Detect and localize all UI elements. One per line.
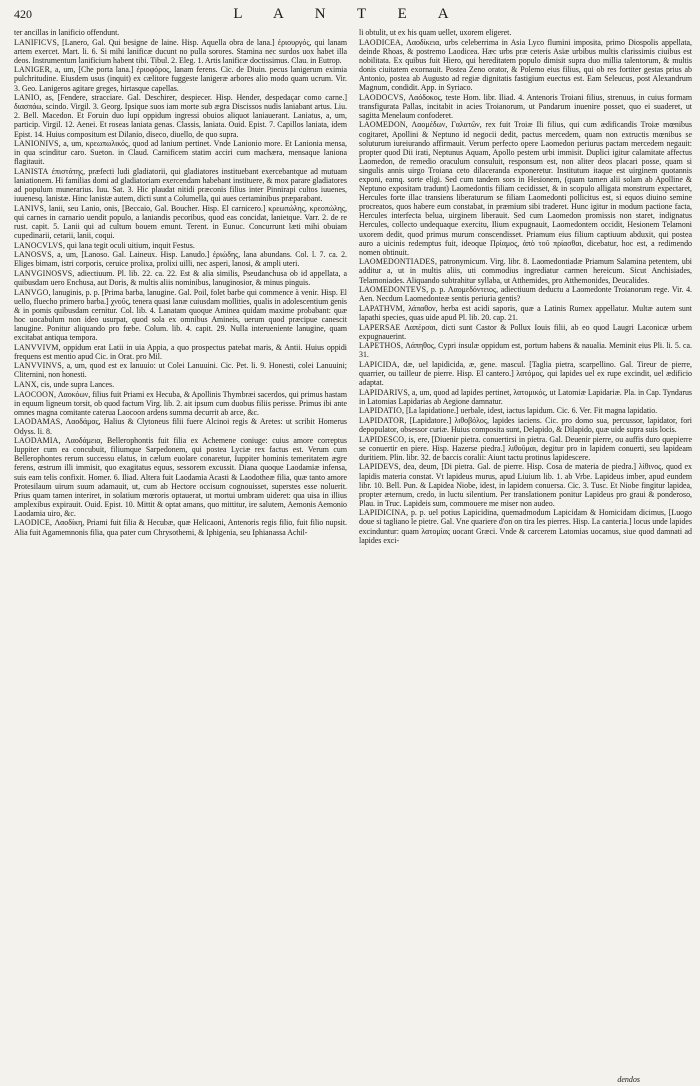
running-head: L A N T E A [233, 6, 463, 22]
dictionary-entry [359, 28, 692, 37]
entry-text: , [Lapidatore.] λιθοβόλος, lapides iaciens. Cic. pro domo sua, percussor, lapidator, fori depopulator, obsessor curiæ. Huius composita sunt, Delapido, & Dilapido, quæ uide supra suis locis. [359, 415, 692, 435]
entry-headword: LAOMEDON [359, 120, 406, 130]
page-number: 420 [14, 7, 32, 21]
dictionary-entry [359, 285, 692, 303]
dictionary-entry [14, 38, 347, 65]
entry-headword: LAPIDARIVS [359, 387, 408, 397]
entry-text: , patronymicum. Virg. libr. 8. Laomedontiadæ Priamum Salamina petentem, ubi additur a, ut in multis aliis, uti commodius ingrediatur carmen hereicum. Sicut Anchisiades, Telamoniades. Aliquando subtrahitur syllaba, ut Atthemides, pro Atthemonides, Deucalides. [359, 257, 692, 285]
page-header [14, 6, 692, 26]
dictionary-entry [359, 462, 692, 507]
left-column [14, 28, 347, 545]
entry-text: , Λαοδάμας, Halius & Clytoneus filii fuere Alcinoi regis & Aretes: ut scribit Homerus Odyss. li. 8. [14, 417, 347, 436]
dictionary-entry [359, 341, 692, 359]
dictionary-entry [359, 304, 692, 322]
entry-headword: LAPIDICINA [359, 508, 407, 518]
dictionary-entry [14, 167, 347, 203]
entry-text: , p. p. uel potius Lapicidina, quemadmodum Lapicidam & Homicidam dicimus, [Luogo doue si tagliano le pietre. Gal. Vne quariere d'on on tira les pierres. Hisp. La canteria.] locus unde lapides excinduntur: quam λατομίας uocant Græci. Vnde & carcerem Latomias uocamus, siue quod damnati ad lapides exci- [359, 508, 692, 545]
entry-text: , a, um, [Lanoso. Gal. Laineux. Hisp. Lanudo.] ἐριώδης, lana abundans. Col. l. 7. ca. 2. Eliges bimam, istri corporis, ceruice prolixa, prolixi uilli, nec asperi, lanosi, & ampli uteri. [14, 250, 347, 269]
dictionary-entry [359, 257, 692, 284]
entry-headword: LAPIDATIO [359, 406, 403, 416]
entry-headword: LAOMEDONTEVS [359, 285, 427, 295]
dictionary-entry [14, 343, 347, 361]
entry-text: , dæ, uel lapidicida, æ, gene. mascul. [Taglia pietra, scarpellino. Gal. Tireur de pierre, quarrier, ou tailleur de pierre. Hisp. El cantero.] λατόμος, qui lapides uel ex rupe excindit, uel ædificio adaptat. [359, 359, 692, 388]
entry-headword: LANOCVLVS [14, 240, 63, 250]
dictionary-entry [14, 288, 347, 343]
entry-headword: LANIFICVS [14, 37, 58, 47]
entry-text: ter ancillas in lanificio offendunt. [14, 28, 120, 37]
dictionary-entry [14, 204, 347, 240]
entry-headword: LANX [14, 380, 37, 390]
entry-headword: LANIVS [14, 203, 45, 213]
entry-text: , as, [Fendere, stracciare. Gal. Deschirer, despiecer. Hisp. Hender, despedaçar como carne.] διασπάω, scindo. Virgil. 3. Georg. Ipsique suos iam morte sub ægra Discissos nudis laniabant artus. Liu. 2. Bell. Macedon. Et Foruin duo lupi oppidum ingressi obuios aliquot laniauerant. Laniatus, a, um, particip. Virgil. 12. Aenei. Et roseas laniata genas. Classis, laniata. Ouid. Epist. 7. Capillos laniata, idem Epist. 14. Huius compositum est Dilanio, diseco, diuello, de quo supra. [14, 93, 347, 139]
entry-headword: LANISTA [14, 166, 49, 176]
entry-headword: LAODOCVS [359, 92, 404, 102]
entry-text: , Λαοδάμεια, Bellerophontis fuit filia ex Achemene coniuge: cuius amore correptus Iuppiter cum ea concubuit, filiumque Sarpedonem, qui postea Lyciæ rex factus est. Verum cum Bellerophontes rerum successu elatus, in cælum euolare conaretur, Iuppiter hominis temeritatem ægre ferens, œstrum illi immisit, quo exagitatus equus, sessorem excussit. Diana quoque Laodamiæ infensa, suis eam telis confixit. Homer. 6. Iliad. Altera fuit Laodamia Acasti & Laodotheæ filia, quæ tanto amore Protesilaum uirum suum adamauit, ut, cum ab Hectore occisum cognouisset, superstes esse noluerit. Prius quam tamen interiret, in solatium mœroris optauerat, ut mortui umbram uideret: qua uisa in illius amplexibus expirauit. Ouid. Epist. 10. Mittit & optat amans, quo mittitur, ire salutem, Aemonis Aemonio Laodamia uiro, &c. [14, 436, 347, 518]
entry-headword: LAODAMIA [14, 436, 59, 446]
entry-text: , a, um, quod est ex lanuuio: ut Colei Lanuuini. Cic. Pet. li. 9. Honesti, colei Lanuuini; Cliternini, non honesti. [14, 361, 347, 380]
dictionary-entry [359, 406, 692, 415]
entry-text: , Λαομέδων, Γαλατῶν, rex fuit Troiæ Ili filius, qui cum ædificandis Troiæ mœnibus cogitaret, Apollini & Neptuno id negocii dedit, pactus mercedem, quam non extructis mœnibus se soluturum iureiurando affirmauit. Verum perfecto opere Laomedon periurus pactam mercedem negauit: propter quod Dii irati, Neptunus Aquam, Apollo pestem urbi immisit. Duplici igitur calamitate affectus Laomedon, de remedio oraculum consuluit, responsum est, non aliter deos placari posse, quam si singulis annis uirgo Troiana ceto dilaceranda exponeretur. Institutum itaque est uirginem quotannis exponi, eamq. sorte eligi. Sed cum tandem sors in Hesionem, (quam tamen alii solam ab Apolline & Neptuno expositam tradunt) Laomedontis filiam cecidisset, & in scopulo alligata monstrum expectaret, Hercules forte illac transiens liberaturum se filiam Laomedonti pollicitus est, si equos diuino semine procreatos, quos habere eum constabat, in præmium sibi traderet. Hunc igitur in modum pactione facta, Hercules interfecta belua, uirginem liberauit. Sed cum Laomedon promissis non staret, indignatus Hercules, collecto undequaque exercitu, Ilium expugnauit, Laomedontem occidit, Hesionem Telamoni uxorem dedit, quod primus murum conscendisset. Priamum eius filium captiuum abduxit, qui postea auro a uicinis redemptus fuit, ideoque Πρίαμος, ἀπὸ τοῦ πρίασθαι, dicebatur, hoc est, a redimendo nomen obtinuit. [359, 120, 692, 257]
entry-headword: LANIO [14, 93, 40, 103]
dictionary-entry [14, 436, 347, 518]
dictionary-entry [359, 435, 692, 462]
entry-headword: LANIONIVS [14, 139, 59, 149]
entry-text: , oppidum erat Latii in uia Appia, a quo prospectus patebat maris, & Antii. Huius oppidi frequens est mentio apud Cic. in Orat. pro Mil. [14, 342, 347, 361]
dictionary-entry [14, 241, 347, 250]
dictionary-entry [14, 380, 347, 389]
entry-text: , [Lanero, Gal. Qui besigne de laine. Hisp. Aquella obra de lana.] ἐριουργός, qui lanam artem exercet. Mart. li. 6. Si mihi lanificæ ducunt no pulla sorores. Stamina nec surdos uox habet illa deos. Instrumentum lanificium habent tibi. Tibul. 2. Eleg. 1. Artis lanificæ doctissimus. Clau. in Eutrop. [14, 37, 347, 65]
entry-text: , lanuginis, p. p. [Prima barba, lanugine. Gal. Poil, folet barbe qui commence à venir. Hisp. El uello, fluecho primero barba.] χνοῦς, tenera quasi lanæ cuiusdam mollities, qualis in adolescentium genis & in pomis quibusdam cernitur. Col. lib. 4. Lanatam quoque Aminea quidam maxime probabant: quæ hoc uocabulum non ideo usurpat, quod sola ex omnibus Amineis, uerum quod præcipue canescit lanugine. Ponitur aliquando pro fœbe. Colum. lib. 4. capit. 29. Nulla interueniente lanugine, quam excitabat antiqua tempora. [14, 287, 347, 343]
entry-text: , cis, unde supra Lances. [36, 380, 115, 390]
entry-headword: LANVVIVM [14, 342, 59, 352]
entry-headword: LAPERSAE [359, 322, 401, 332]
dictionary-entry [14, 390, 347, 417]
entry-headword: LANIGER [14, 65, 51, 75]
entry-headword: LANVGINOSVS [14, 268, 73, 278]
dictionary-entry [359, 416, 692, 434]
dictionary-entry [359, 360, 692, 387]
dictionary-entry [14, 139, 347, 166]
dictionary-entry [359, 388, 692, 406]
entry-text: , adiectiuum. Pl. lib. 22. ca. 22. Est & alia similis, Pseudanchusa ob id appellata, a quibusdam uero Enchusa, aut Doris, & multis aliis nominibus, lanuginosior, & minus pinguis. [14, 268, 347, 288]
entry-text: , Λάπηθος, Cypri insulæ oppidum est, portum habens & naualia. Meminit eius Pli. li. 5. ca. 31. [359, 341, 692, 360]
entry-headword: LAPICIDA [359, 359, 398, 369]
entry-headword: LAPIDEVS [359, 462, 399, 472]
entry-headword: LAODAMAS [14, 417, 61, 427]
entry-headword: LAODICE [14, 518, 51, 528]
entry-text: , a, um, quod ad lapides pertinet, λατομικός, ut Latomiæ Lapidariæ. Pla. in Cap. Tyndarus in Latomias Lapidarias ab Aegione damnatur. [359, 387, 692, 406]
entry-text: , p. p. Λαομεδόντειος, adiectiuum deductu a Laomedonte Troianorum rege. Vir. 4. Aen. Necdum Laomedonteæ sentis periuria gentis? [359, 285, 692, 304]
dictionary-entry [359, 93, 692, 120]
dictionary-entry [359, 120, 692, 256]
entry-text: , lanii, seu Lanio, onis, [Beccaio, Gal. Boucher. Hisp. El carnicero.] κρεωπώλης, κρεοπώλης, qui carnes in carnario uendit populo, a laniandis pecoribus, quod eas concidat, lanietque. Varr. 2. de re rust. capit. 5. Lanii qui ad cultum bouem emunt. Terent. in Eunuc. Concurrunt læti mihi obuiam cupedinarii, cetarii, lanii, coqui. [14, 203, 347, 241]
entry-headword: LAODICEA [359, 37, 401, 47]
entry-text: , [La lapidatione.] uerbale, idest, iactus lapidum. Cic. 6. Ver. Fit magna lapidatio. [402, 406, 658, 416]
dictionary-entry [359, 38, 692, 93]
entry-headword: LAOMEDONTIADES [359, 257, 436, 267]
right-column [359, 28, 692, 545]
entry-text: ἐπιστάτης, præfecti ludi gladiatorii, qui gladiatores instituebant exercebantque ad mutuam laniationem. Hi familias domi ad gladiatoriam exercendam habebant instituere, & mox parare gladiatores ad populum munerarius. Iuu. Sat. 3. Hic plaudat nitidi præconis filius inter Pinnirapi cultos iuuenes, iuuenesq. lanistæ. Hinc lanistæ autem, dicti sunt a Columella, qui aues certaminibus præparabant. [14, 166, 347, 204]
entry-headword: LAPETHOS [359, 341, 401, 351]
dictionary-entry [14, 28, 347, 37]
entry-headword: LAPIDATOR [359, 415, 405, 425]
entry-text: , Λαόδοκος, teste Hom. libr. Iliad. 4. Antenoris Troiani filius, strenuus, in cuius formam transfigurata Pallas, incitabit in acies Troianorum, ut Pandarum inuenire posset, quo ei suaderet, ut sagitta Menelaum confoderet. [359, 92, 692, 120]
entry-headword: LAPATHVM [359, 303, 403, 313]
entry-headword: LANOSVS [14, 250, 52, 260]
dictionary-entry [14, 65, 347, 92]
text-columns [14, 28, 692, 545]
entry-text: , is, ere, [Diuenir pietra. conuertirsi in pietra. Gal. Deuenir pierre, ou auffis duro quepierre se conuertir en piere. Hisp. Hazerse piedra.] λιθοῦμαι, degitur pro in lapidem conuerti, seu lapideam duritiem. Plin. libr. 32. de baccis coralii: Aiunt tactu protinus lapidescere. [359, 434, 692, 462]
dictionary-entry [359, 323, 692, 341]
catchword: dendos [617, 1075, 640, 1084]
entry-headword: LAOCOON [14, 389, 54, 399]
entry-text: , Λαοκόων, filius fuit Priami ex Hecuba, & Apollinis Thymbræi sacerdos, qui primus hastam in equum ligneum torsit, ob quod factum Virg. lib. 2. ait ipsum cum duobus filiis perisse. Primus ibi ante omnes magna comitante caterua Laocoon ardens summa decurrit ab arce, &c. [14, 389, 347, 417]
entry-headword: LANVVINVS [14, 361, 62, 371]
dictionary-entry [14, 269, 347, 287]
entry-text: , a, um, κρεωπωλικός, quod ad lanium pertinet. Vnde Lanionio more. Et Lanionia mensa, in qua scinditur caro. Sueton. in Claud. Carnificem statim acciri cum machæra, mensaque laniona flagitauit. [14, 139, 347, 167]
entry-text: li obtulit, ut ex his quam uellet, uxorem eligeret. [359, 28, 512, 37]
entry-text: , dea, deum, [Di pietra. Gal. de pierre. Hisp. Cosa de materia de piedra.] λίθινος, quod ex lapidis materia constat. Vt lapideus murus, apud Liuium lib. 1. ab Vrbe. Lapideus imber, apud eundem libr. 10. Bell. Pun. & Lapidea Niobe, idest, in lapidem conuersa. Cic. 3. Tusc. Et Niobe fingitur lapidea, propter æternum, credo, in luctu silentium. Per translationem ponitur Lapideus pro graui & ponderoso, Plau. in Truc. Lapideis sum, commouere me miser non audeo. [359, 462, 692, 508]
dictionary-entry [359, 508, 692, 544]
entry-text: , λάπαθον, herba est acidi saporis, quæ a Latinis Rumex appellatur. Multæ autem sunt lapathi species, quas uide apud Pl. lib. 20. cap. 21. [359, 303, 692, 322]
entry-text: , Λαοδίκεια, urbs celeberrima in Asia Lyco flumini imposita, primo Diospolis appellata, deinde Rhoas, & postremo Laodicea. Hæc urbs præ ceteris Asiæ urbibus multis clarissimis ciuibus est nobilitata. Ex quibus fuit Hiero, qui hereditatem populo dimisit supra duo millia talentorum, & multis donis ciuitatem exornauit. Postea Zeno orator, & Polemo eius filius, qui ob res fortiter gestas prius ab Antonio, postea ab Augusto ad regiæ dignitatis fastigium euectus est. Eam Seleucus, post Alexandrum Magnum, condidit. App. in Syriaco. [359, 37, 692, 93]
dictionary-entry [14, 361, 347, 379]
entry-text: Λαπέρσαι, dicti sunt Castor & Pollux Iouis filii, ab eo quod Laugri Laconicæ urbem expugnauerint. [359, 322, 692, 341]
entry-text: , qui lana tegit oculi uitium, inquit Festus. [62, 240, 195, 250]
entry-text: , a, um, [Che porta lana.] ἐριοφόρος, lanam ferens. Cic. de Diuin. pecus lanigerum eximia pulchritudine. Eiusdem usus (inquit) ex cælitore fuggeste lanigeræ arbores alio modo quam ucrum. Vir. 3. Geo. Lanigeros agitare greges, hirtasque capellas. [14, 65, 347, 93]
entry-text: , Λαοδίκη, Priami fuit filia & Hecubæ, quæ Helicaoni, Antenoris regis filio, fuit filio nupsit. Alia fuit Agamemnonis filia, qua pater cum Chrysothemi, & Iphigenia, seu Iphianassa Achil- [14, 518, 347, 537]
dictionary-entry [14, 250, 347, 268]
dictionary-entry [14, 518, 347, 536]
entry-headword: LANVGO [14, 287, 49, 297]
dictionary-entry [14, 417, 347, 435]
entry-headword: LAPIDESCO [359, 434, 405, 444]
dictionary-entry [14, 93, 347, 138]
